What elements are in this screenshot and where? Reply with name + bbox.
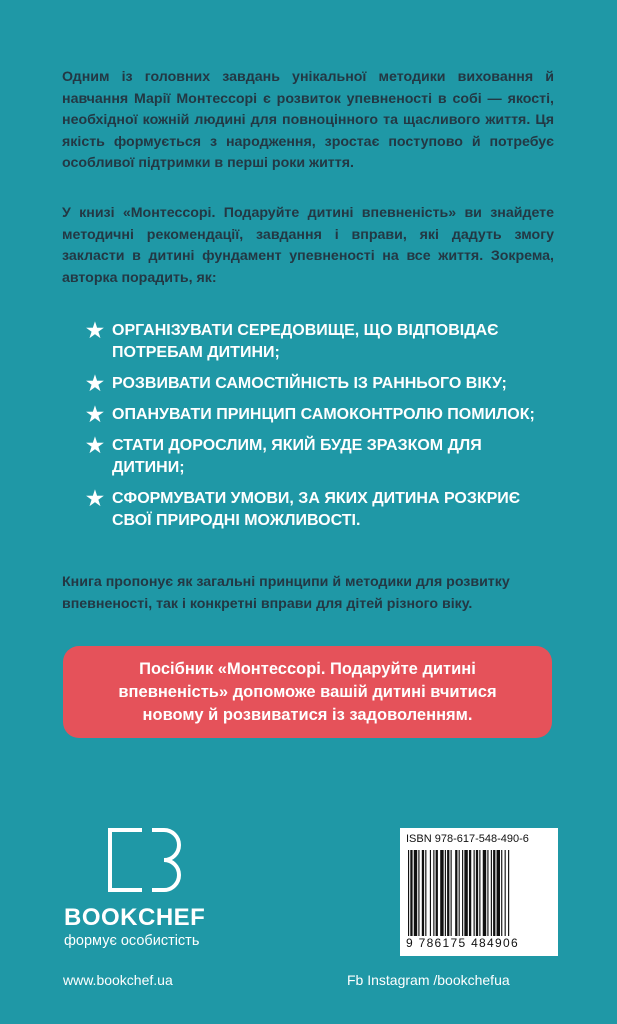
- barcode-digits: 9 786175 484906: [406, 936, 519, 950]
- star-icon: ★: [86, 488, 104, 510]
- publisher-brand: BOOKCHEF: [64, 904, 206, 931]
- bullet-item: [86, 435, 556, 479]
- bullet-text: ОПАНУВАТИ ПРИНЦИП САМОКОНТРОЛЮ ПОМИЛОК;: [112, 406, 535, 423]
- star-icon: ★: [86, 373, 104, 395]
- bullet-item: [86, 488, 556, 532]
- barcode-icon: [406, 850, 552, 936]
- bullet-item: [86, 320, 556, 364]
- bullet-text: СФОРМУВАТИ УМОВИ, ЗА ЯКИХ ДИТИНА РОЗКРИЄ СВОЇ ПРИРОДНІ МОЖЛИВОСТІ.: [112, 490, 521, 529]
- bullet-text: СТАТИ ДОРОСЛИМ, ЯКИЙ БУДЕ ЗРАЗКОМ ДЛЯ ДИТИНИ;: [112, 437, 482, 476]
- outro-paragraph: Книга пропонує як загальні принципи й методики для розвитку впевненості, так і конкретні вправи для дітей різного віку.: [62, 574, 510, 612]
- star-icon: ★: [86, 404, 104, 426]
- bookchef-logo-icon: [108, 828, 186, 892]
- callout-box: [63, 646, 552, 738]
- intro-paragraph-2: У книзі «Монтессорі. Подаруйте дитині впевненість» ви знайдете методичні рекомендації, завдання і вправи, які дадуть змогу закласти в дитині фундамент упевненості на все життя. Зокрема, авторка порадить, як:: [62, 205, 554, 286]
- bullet-text: ОРГАНІЗУВАТИ СЕРЕДОВИЩЕ, ЩО ВІДПОВІДАЄ ПОТРЕБАМ ДИТИНИ;: [112, 322, 499, 361]
- star-icon: ★: [86, 320, 104, 342]
- star-icon: ★: [86, 435, 104, 457]
- bullet-list: [86, 320, 556, 541]
- isbn-label: ISBN 978-617-548-490-6: [406, 833, 529, 845]
- social-links[interactable]: Fb Instagram /bookchefua: [347, 972, 510, 988]
- bullet-item: [86, 404, 556, 426]
- intro-paragraph: Одним із головних завдань унікальної методики виховання й навчання Марії Монтессорі є розвиток упевненості в собі — якості, необхідної кожній людині для повноцінного та щасливого життя. Ця якість формується з народження, зростає поступово й потребує особливої підтримки в перші роки життя.: [62, 69, 554, 171]
- publisher-tagline: формує особистість: [64, 933, 200, 949]
- bullet-text: РОЗВИВАТИ САМОСТІЙНІСТЬ ІЗ РАННЬОГО ВІКУ;: [112, 375, 507, 392]
- website-link[interactable]: www.bookchef.ua: [63, 972, 173, 988]
- isbn-barcode: [400, 828, 558, 956]
- bullet-item: [86, 373, 556, 395]
- publisher-logo: [64, 828, 244, 949]
- callout-text: Посібник «Монтессорі. Подаруйте дитині впевненість» допоможе вашій дитині вчитися новому й розвиватися із задоволенням.: [118, 659, 497, 724]
